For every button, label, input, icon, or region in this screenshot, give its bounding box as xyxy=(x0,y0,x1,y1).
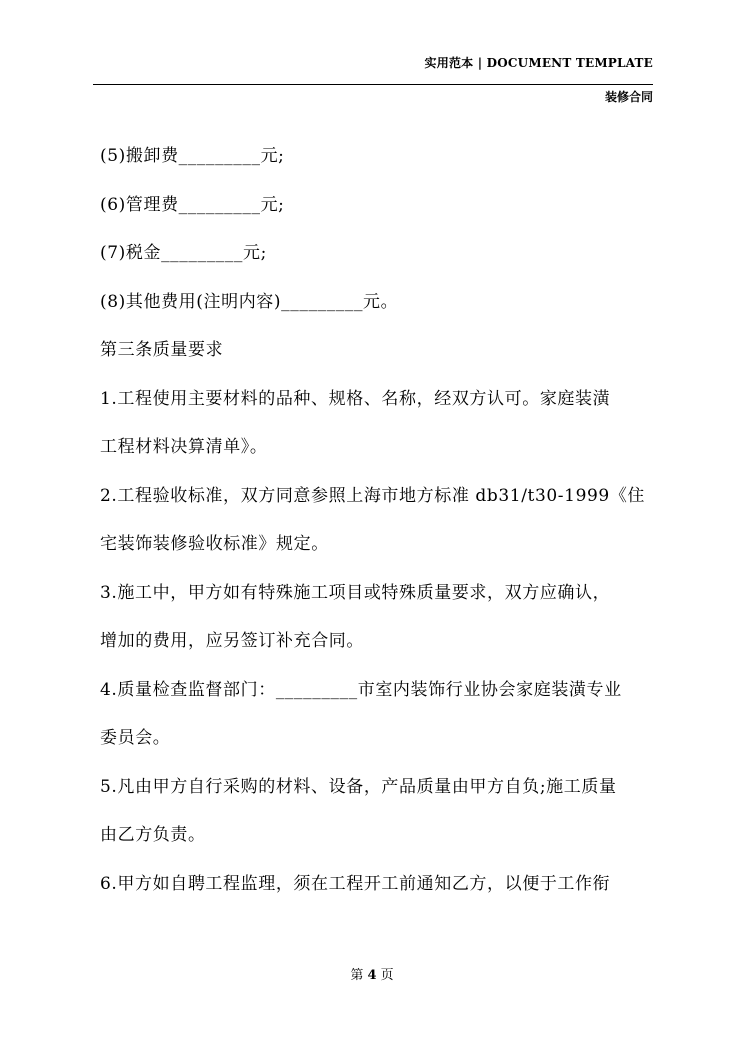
text-line: 1.工程使用主要材料的品种、规格、名称，经双方认可。家庭装潢 xyxy=(100,388,611,409)
text-line: 由乙方负责。 xyxy=(100,825,206,845)
text-line: 3.施工中，甲方如有特殊施工项目或特殊质量要求，双方应确认， xyxy=(100,582,611,603)
page-footer xyxy=(0,964,744,983)
text-line: (7)税金_________元; xyxy=(100,243,267,263)
text-line: 委员会。 xyxy=(100,728,171,748)
text-line: 6.甲方如自聘工程监理，须在工程开工前通知乙方，以便于工作衔 xyxy=(100,873,611,894)
text-line: 增加的费用，应另签订补充合同。 xyxy=(100,631,364,651)
text-line: (5)搬卸费_________元; xyxy=(100,146,285,166)
text-line: 宅装饰装修验收标准》规定。 xyxy=(100,534,329,554)
header-title: 实用范本 | DOCUMENT TEMPLATE xyxy=(424,56,653,70)
text-line: 4.质量检查监督部门：_________市室内装饰行业协会家庭装潢专业 xyxy=(100,679,622,700)
footer-suffix: 页 xyxy=(380,968,394,983)
text-line: 2.工程验收标准，双方同意参照上海市地方标准 db31/t30-1999《住 xyxy=(100,485,646,506)
page-header xyxy=(93,52,653,85)
text-line: (6)管理费_________元; xyxy=(100,194,285,215)
section-heading: 第三条质量要求 xyxy=(100,340,224,360)
footer-prefix: 第 xyxy=(350,968,364,983)
page-number: 4 xyxy=(367,968,377,983)
document-body xyxy=(100,136,660,912)
header-subtitle: 装修合同 xyxy=(604,90,653,104)
text-line: (8)其他费用(注明内容)_________元。 xyxy=(100,291,399,312)
text-line: 5.凡由甲方自行采购的材料、设备，产品质量由甲方自负;施工质量 xyxy=(100,776,617,797)
text-line: 工程材料决算清单》。 xyxy=(100,437,268,457)
